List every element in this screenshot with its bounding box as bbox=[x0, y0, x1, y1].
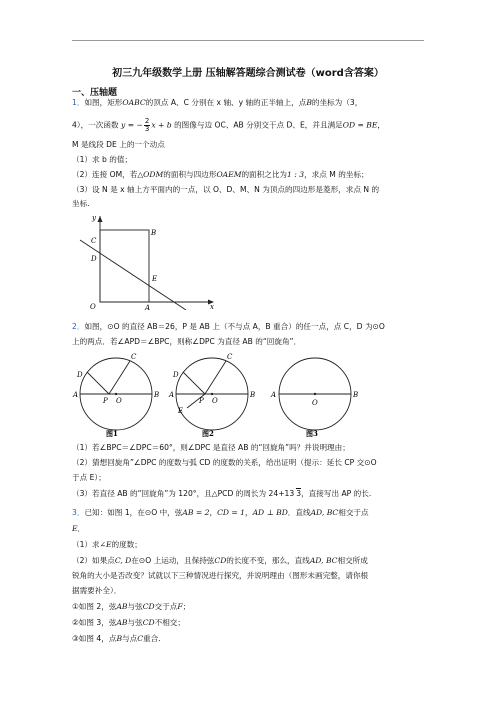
section-heading: 一、压轴题 bbox=[72, 88, 118, 98]
axis-y-label: y bbox=[92, 214, 96, 222]
svg-text:图2: 图2 bbox=[202, 429, 214, 438]
q2-figures bbox=[72, 350, 432, 440]
svg-text:A: A bbox=[73, 391, 79, 399]
svg-text:O: O bbox=[212, 397, 218, 405]
q2-figure-3 bbox=[270, 358, 358, 438]
q1-sub-2: （2）连接 OM，若△ODM的面积与四边形OAEM的面积之比为1 : 3，求点 M 的坐标； bbox=[72, 170, 369, 179]
svg-text:B: B bbox=[353, 391, 359, 399]
svg-text:B: B bbox=[250, 391, 256, 399]
q2-line-1: 2．如图，⊙O 的直径 AB＝26，P 是 AB 上（不与点 A，B 重合）的任一点，点 C，D 为⊙O bbox=[72, 322, 385, 331]
svg-text:A: A bbox=[169, 391, 175, 399]
svg-text:D: D bbox=[77, 371, 83, 379]
q3-line-1: 3．已知：如图 1，在⊙O 中，弦AB = 2，CD = 1，AD ⊥ BD．直线AD, BC相交于点 bbox=[72, 508, 369, 517]
point-O: O bbox=[90, 303, 96, 310]
svg-text:图1: 图1 bbox=[106, 429, 118, 438]
q2-figure-2 bbox=[168, 353, 255, 438]
svg-text:P: P bbox=[103, 397, 108, 405]
q2-sub-1: （1）若∠BPC＝∠DPC＝60°，则∠DPC 是直径 AB 的“回旋角”吗？并说明理由； bbox=[72, 443, 350, 452]
svg-text:图3: 图3 bbox=[306, 429, 318, 438]
svg-text:C: C bbox=[131, 353, 137, 361]
q3-case-2: ②如图 3，弦AB与弦CD不相交； bbox=[72, 618, 185, 627]
svg-text:P: P bbox=[199, 397, 204, 405]
point-E: E bbox=[152, 275, 158, 283]
q3-sub-2-line-2: 锐角的大小是否改变？试就以下三种情况进行探究，并说明理由（图形未画完整，请你根 bbox=[72, 571, 369, 580]
q2-line-2: 上的两点．若∠APD＝∠BPC，则称∠DPC 为直径 AB 的“回旋角”． bbox=[72, 337, 302, 346]
q2-sub-2-cont: 于点 E）； bbox=[72, 473, 106, 482]
q3-sub-2: （2）如果点C, D在⊙O 上运动，且保持弦CD的长度不变，那么，直线AD, BC相交所成 bbox=[72, 556, 368, 565]
q2-sub-3: （3）若直径 AB 的“回旋角”为 120°，且△PCD 的周长为 24+13 3，直接写出 AP 的长. bbox=[72, 489, 372, 498]
svg-text:B: B bbox=[154, 391, 160, 399]
q3-sub-2-line-3: 据需要补全）． bbox=[72, 586, 122, 595]
q1-line-2: 4），一次函数 y = − $\frac{2}{3}$ x + b 的图像与边 OC、AB 分别交于点 D、E，并且满足OD = BE， bbox=[72, 117, 385, 133]
q3-sub-1: （1）求∠E的度数； bbox=[72, 540, 142, 549]
q1-line-3: M 是线段 DE 上的一个动点 bbox=[72, 140, 165, 149]
q1-sub-3-cont: 坐标. bbox=[72, 199, 90, 208]
point-B: B bbox=[151, 229, 157, 237]
svg-text:A: A bbox=[271, 391, 277, 399]
q1-figure bbox=[78, 210, 218, 310]
point-A: A bbox=[145, 304, 151, 310]
fraction: $\frac{2}{3}$ bbox=[144, 117, 150, 133]
svg-text:E: E bbox=[178, 407, 184, 415]
header-rule bbox=[72, 40, 424, 41]
point-D: D bbox=[91, 255, 97, 263]
q3-line-2: E． bbox=[72, 524, 86, 533]
q1-sub-3: （3）设 N 是 x 轴上方平面内的一点，以 O、D、M、N 为顶点的四边形是菱形，求点 N 的 bbox=[72, 185, 380, 194]
svg-text:O: O bbox=[312, 399, 318, 407]
q2-figure-1 bbox=[72, 353, 159, 438]
svg-text:C: C bbox=[227, 353, 233, 361]
document-title: 初三九年级数学上册 压轴解答题综合测试卷（word含答案） bbox=[112, 68, 384, 79]
q3-case-3: ③如图 4，点B与点C重合. bbox=[72, 634, 161, 643]
q1-line-1: 1．如图，矩形OABC的顶点 A、C 分别在 x 轴、y 轴的正半轴上，点B的坐标为（3， bbox=[72, 98, 363, 107]
axis-x-label: x bbox=[210, 303, 214, 310]
svg-text:O: O bbox=[116, 397, 122, 405]
svg-text:D: D bbox=[173, 371, 179, 379]
q2-sub-2: （2）猜想回旋角”∠DPC 的度数与弧 CD 的度数的关系，给出证明（提示：延长 CP 交⊙O bbox=[72, 458, 377, 467]
q1-sub-1: （1）求 b 的值； bbox=[72, 155, 133, 164]
point-C: C bbox=[91, 237, 97, 245]
q3-case-1: ①如图 2，弦AB与弦CD交于点F； bbox=[72, 602, 191, 611]
